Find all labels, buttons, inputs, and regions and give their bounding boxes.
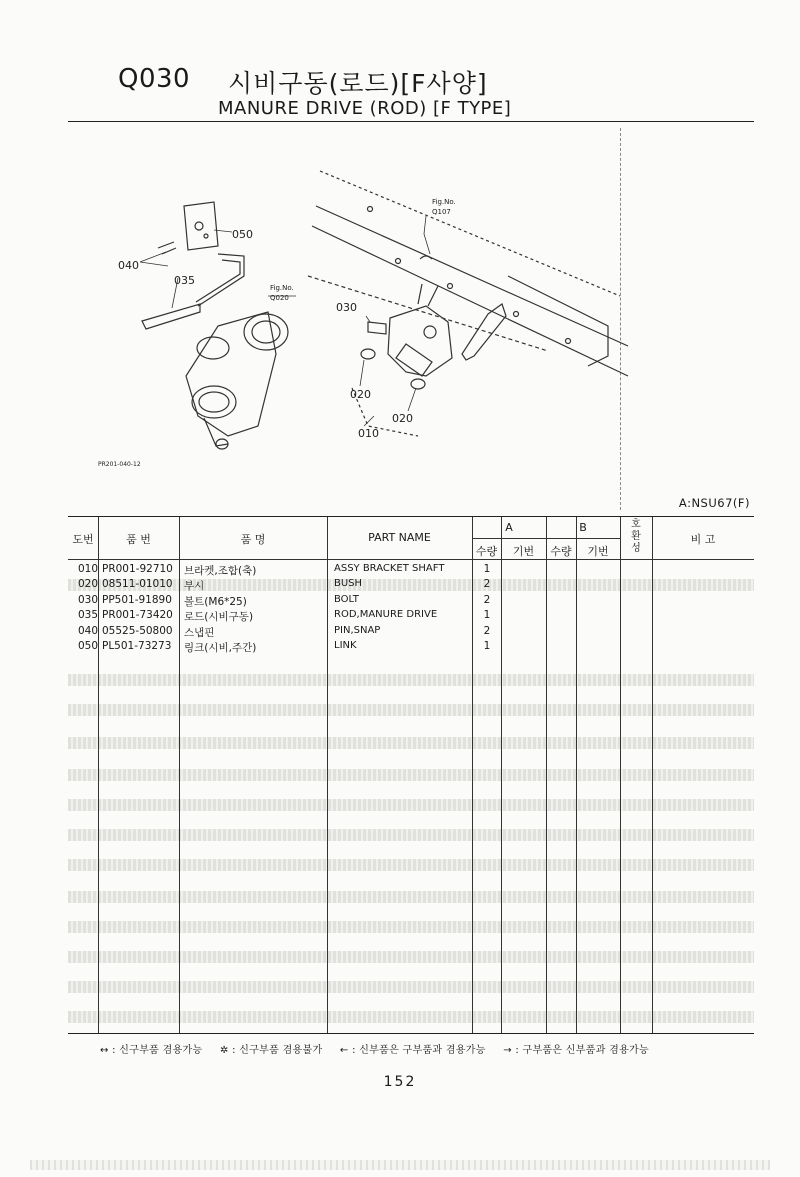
section-title-english: MANURE DRIVE (ROD) [F TYPE] xyxy=(218,98,512,119)
row-name-ko: 부시 xyxy=(184,580,205,592)
row-ref: 010 xyxy=(77,563,98,575)
header-base-b: 기번 xyxy=(587,545,609,558)
drawing-code: PR201-040-12 xyxy=(98,461,141,468)
row-qty-a: 1 xyxy=(483,563,491,575)
callout-010: 010 xyxy=(358,427,379,440)
header-group-a: A xyxy=(505,521,513,534)
header-ref: 도번 xyxy=(72,533,94,546)
row-ref: 020 xyxy=(77,578,98,590)
row-part-name: PIN,SNAP xyxy=(334,625,381,636)
header-group-b: B xyxy=(579,521,587,534)
callout-030: 030 xyxy=(336,301,357,314)
page-number: 152 xyxy=(383,1074,417,1090)
header-name-ko: 품 명 xyxy=(240,533,266,546)
row-name-ko: 볼트(M6*25) xyxy=(184,596,247,608)
header-qty-b: 수량 xyxy=(550,545,572,558)
header-part-no: 품 번 xyxy=(126,533,151,546)
row-ref: 040 xyxy=(77,625,98,637)
row-qty-a: 2 xyxy=(483,578,491,590)
legend-item: ↔ : 신구부품 겸용가능 xyxy=(100,1045,203,1056)
header-part-name: PART NAME xyxy=(368,531,431,544)
row-qty-a: 1 xyxy=(483,609,491,621)
row-part-name: ASSY BRACKET SHAFT xyxy=(334,563,445,574)
row-ref: 050 xyxy=(77,640,98,652)
callout-020-right: 020 xyxy=(392,412,413,425)
header-rule xyxy=(68,121,754,122)
legend-item: ← : 신부품은 구부품과 겸용가능 xyxy=(339,1045,486,1056)
header-compat: 호환성 xyxy=(631,519,641,554)
header-remarks: 비 고 xyxy=(690,533,716,546)
row-part-no: 05525-50800 xyxy=(102,625,173,637)
compatibility-legend xyxy=(100,1041,663,1056)
row-part-no: PR001-73420 xyxy=(102,609,173,621)
row-name-ko: 로드(시비구동) xyxy=(184,611,254,623)
scan-edge xyxy=(30,1160,770,1170)
table-row xyxy=(68,624,754,639)
row-part-no: 08511-01010 xyxy=(102,578,173,590)
header-subrule xyxy=(472,538,620,539)
figref-right-label: Fig.No. xyxy=(432,198,456,206)
row-qty-a: 1 xyxy=(483,640,491,652)
row-part-no: PP501-91890 xyxy=(102,594,172,606)
row-ref: 035 xyxy=(77,609,98,621)
header-base-a: 기번 xyxy=(512,545,535,558)
row-part-name: ROD,MANURE DRIVE xyxy=(334,609,438,620)
model-note: A:NSU67(F) xyxy=(678,496,750,510)
row-name-ko: 스냅핀 xyxy=(184,627,215,639)
row-part-no: PL501-73273 xyxy=(102,640,172,652)
callout-050: 050 xyxy=(232,228,253,241)
header-bottom-rule xyxy=(68,559,754,560)
figref-left-label: Fig.No. xyxy=(270,284,294,292)
callout-040: 040 xyxy=(118,259,139,272)
callout-035: 035 xyxy=(174,274,195,287)
row-qty-a: 2 xyxy=(483,594,491,606)
row-part-no: PR001-92710 xyxy=(102,563,173,575)
header-qty-a: 수량 xyxy=(475,545,498,558)
row-part-name: LINK xyxy=(334,640,357,651)
row-name-ko: 브라켓,조합(축) xyxy=(184,565,257,577)
table-row xyxy=(68,577,754,592)
section-title-korean: 시비구동(로드)[F사양] xyxy=(228,69,488,98)
table-row xyxy=(68,562,754,577)
parts-table xyxy=(68,516,754,1034)
table-row xyxy=(68,639,754,654)
table-row xyxy=(68,593,754,608)
row-part-name: BUSH xyxy=(334,578,363,589)
figref-right-number: Q107 xyxy=(432,208,451,216)
row-part-name: BOLT xyxy=(334,594,359,605)
row-name-ko: 링크(시비,주간) xyxy=(184,642,257,654)
legend-item: ✲ : 신구부품 겸용불가 xyxy=(219,1045,323,1056)
row-qty-a: 2 xyxy=(483,625,491,637)
exploded-view-diagram xyxy=(68,126,754,506)
legend-item: → : 구부품은 신부품과 겸용가능 xyxy=(503,1045,649,1056)
callout-020-left: 020 xyxy=(350,388,371,401)
section-code: Q030 xyxy=(118,64,191,94)
table-row xyxy=(68,608,754,623)
row-ref: 030 xyxy=(77,594,98,606)
figref-left-number: Q020 xyxy=(270,294,289,302)
